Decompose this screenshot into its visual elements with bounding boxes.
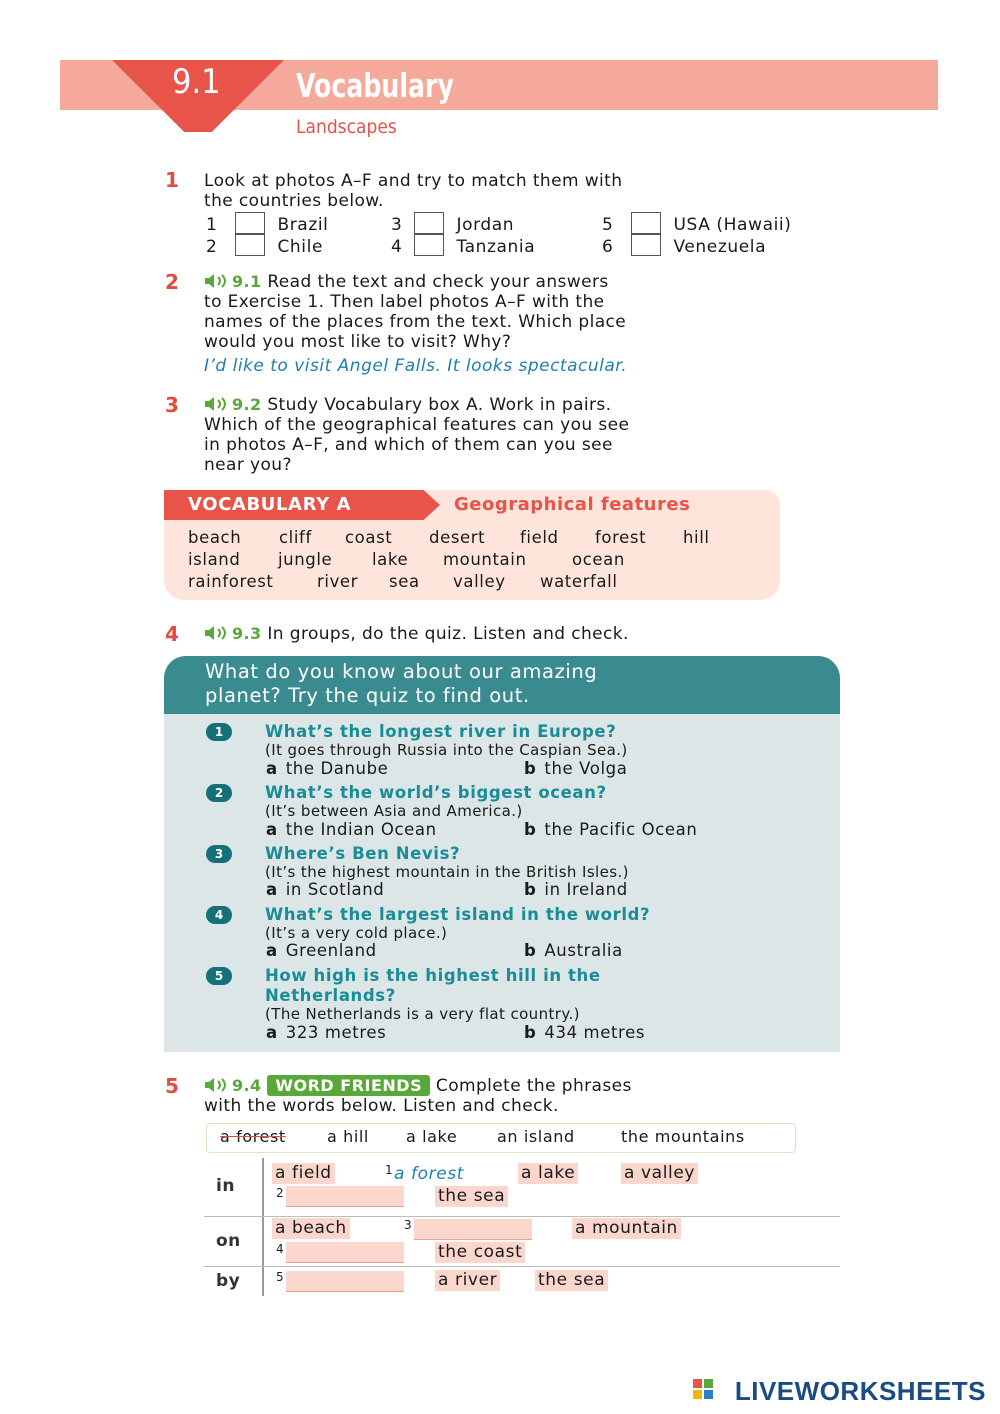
quiz-option-a[interactable]: a Greenland: [266, 941, 377, 960]
phrase-chip: a mountain: [572, 1218, 681, 1239]
table-row-line: [204, 1266, 840, 1267]
country-item: 2 Chile: [206, 234, 323, 257]
word-bank-item: the mountains: [621, 1127, 745, 1146]
preposition-on: on: [216, 1231, 241, 1251]
quiz-hint: (The Netherlands is a very flat country.): [265, 1005, 580, 1023]
exercise-5-number: 5: [165, 1074, 179, 1098]
exercise-2-instruction: 9.1 Read the text and check your answers to Exercise 1. Then label photos A–F with the names of the places from the text. Which place would you most like to visit? Why?: [204, 272, 627, 352]
answer-checkbox[interactable]: [414, 212, 444, 234]
page-subtitle: Landscapes: [296, 116, 397, 138]
quiz-question: What’s the largest island in the world?: [265, 905, 651, 924]
vocab-word: river: [317, 572, 359, 591]
example-answer: I’d like to visit Angel Falls. It looks spectacular.: [204, 356, 628, 376]
audio-icon[interactable]: [204, 273, 232, 289]
vocab-word: ocean: [572, 550, 625, 569]
gap-number: 1: [385, 1163, 393, 1177]
word-bank-item: a forest: [220, 1127, 286, 1146]
vocab-word: hill: [683, 528, 710, 547]
phrase-chip: the coast: [435, 1242, 525, 1263]
vocabulary-tag-label: VOCABULARY A: [188, 494, 352, 515]
unit-number: 9.1: [172, 62, 221, 102]
exercise-3-number: 3: [165, 393, 179, 417]
quiz-option-b[interactable]: b in Ireland: [524, 880, 628, 899]
vocab-word: valley: [453, 572, 506, 591]
quiz-question: How high is the highest hill in the Netherlands?: [265, 966, 601, 1005]
liveworksheets-logo-icon: [693, 1379, 715, 1403]
answer-gap-5[interactable]: [286, 1271, 404, 1292]
quiz-option-a[interactable]: a the Danube: [266, 759, 389, 778]
vocab-word: jungle: [278, 550, 333, 569]
vocabulary-heading: Geographical features: [454, 494, 691, 515]
exercise-1-number: 1: [165, 168, 179, 192]
exercise-1-instruction: Look at photos A–F and try to match them with the countries below.: [204, 171, 623, 211]
word-bank-item: an island: [497, 1127, 575, 1146]
phrase-chip: a valley: [621, 1163, 698, 1184]
liveworksheets-logo[interactable]: LIVEWORKSHEETS: [734, 1376, 986, 1406]
phrase-chip: a beach: [272, 1218, 350, 1239]
gap-number: 2: [276, 1186, 284, 1200]
vocab-word: sea: [389, 572, 420, 591]
quiz-question: What’s the world’s biggest ocean?: [265, 783, 607, 802]
phrase-chip: a river: [435, 1270, 500, 1291]
quiz-hint: (It’s between Asia and America.): [265, 802, 523, 820]
quiz-title: What do you know about our amazing planet? Try the quiz to find out.: [205, 660, 598, 707]
word-friends-badge: WORD FRIENDS: [267, 1075, 430, 1096]
question-number-badge: 2: [206, 784, 232, 802]
answer-checkbox[interactable]: [631, 234, 661, 256]
quiz-hint: (It’s a very cold place.): [265, 924, 448, 942]
answer-gap-2[interactable]: [286, 1186, 404, 1207]
preposition-by: by: [216, 1271, 241, 1291]
audio-track: 9.3: [232, 624, 262, 643]
country-item: 1 Brazil: [206, 212, 329, 235]
gap-number: 5: [276, 1270, 284, 1284]
phrase-chip: a field: [272, 1163, 335, 1184]
vocab-word: beach: [188, 528, 242, 547]
table-divider: [262, 1158, 264, 1296]
word-bank-item: a lake: [406, 1127, 458, 1146]
vocab-word: desert: [429, 528, 486, 547]
quiz-question: Where’s Ben Nevis?: [265, 844, 461, 863]
audio-track: 9.1: [232, 272, 262, 291]
audio-icon[interactable]: [204, 1077, 232, 1093]
country-item: 3 Jordan: [391, 212, 514, 235]
table-row-line: [204, 1216, 840, 1217]
quiz-hint: (It goes through Russia into the Caspian Sea.): [265, 741, 628, 759]
country-item: 4 Tanzania: [391, 234, 535, 257]
word-bank-item: a hill: [327, 1127, 369, 1146]
vocab-word: lake: [372, 550, 409, 569]
gap-number: 3: [404, 1218, 412, 1232]
vocab-word: rainforest: [188, 572, 274, 591]
audio-track: 9.2: [232, 395, 262, 414]
gap-number: 4: [276, 1242, 284, 1256]
vocab-word: cliff: [279, 528, 312, 547]
quiz-option-b[interactable]: b the Pacific Ocean: [524, 820, 698, 839]
phrase-chip: the sea: [435, 1186, 508, 1207]
country-item: 5 USA (Hawaii): [602, 212, 791, 235]
question-number-badge: 4: [206, 906, 232, 924]
audio-icon[interactable]: [204, 625, 232, 641]
exercise-4-instruction: 9.3 In groups, do the quiz. Listen and check.: [204, 624, 629, 644]
exercise-2-number: 2: [165, 270, 179, 294]
answer-checkbox[interactable]: [235, 212, 265, 234]
answer-checkbox[interactable]: [235, 234, 265, 256]
country-item: 6 Venezuela: [602, 234, 766, 257]
exercise-5-instruction: 9.4 WORD FRIENDS Complete the phrases with the words below. Listen and check.: [204, 1076, 632, 1116]
answer-checkbox[interactable]: [414, 234, 444, 256]
exercise-3-instruction: 9.2 Study Vocabulary box A. Work in pairs. Which of the geographical features can you see in photos A–F, and which of them can you see near you?: [204, 395, 630, 475]
page-title: Vocabulary: [296, 66, 454, 105]
answer-gap-4[interactable]: [286, 1242, 404, 1263]
quiz-option-b[interactable]: b the Volga: [524, 759, 628, 778]
audio-track: 9.4: [232, 1076, 262, 1095]
exercise-4-number: 4: [165, 622, 179, 646]
quiz-hint: (It’s the highest mountain in the British Isles.): [265, 863, 629, 881]
vocab-word: waterfall: [540, 572, 618, 591]
preposition-in: in: [216, 1176, 235, 1196]
quiz-question: What’s the longest river in Europe?: [265, 722, 617, 741]
example-filled-answer: a forest: [394, 1164, 464, 1184]
vocab-word: field: [520, 528, 559, 547]
audio-icon[interactable]: [204, 396, 232, 412]
quiz-option-b[interactable]: b Australia: [524, 941, 623, 960]
quiz-option-a[interactable]: a 323 metres: [266, 1023, 387, 1042]
vocab-word: forest: [595, 528, 647, 547]
phrase-chip: a lake: [518, 1163, 578, 1184]
vocab-word: island: [188, 550, 241, 569]
answer-checkbox[interactable]: [631, 212, 661, 234]
vocab-word: mountain: [443, 550, 527, 569]
vocab-word: coast: [345, 528, 393, 547]
quiz-option-b[interactable]: b 434 metres: [524, 1023, 646, 1042]
question-number-badge: 3: [206, 845, 232, 863]
quiz-option-a[interactable]: a in Scotland: [266, 880, 385, 899]
phrase-chip: the sea: [535, 1270, 608, 1291]
quiz-option-a[interactable]: a the Indian Ocean: [266, 820, 437, 839]
answer-gap-3[interactable]: [414, 1219, 532, 1240]
question-number-badge: 1: [206, 723, 232, 741]
question-number-badge: 5: [206, 967, 232, 985]
